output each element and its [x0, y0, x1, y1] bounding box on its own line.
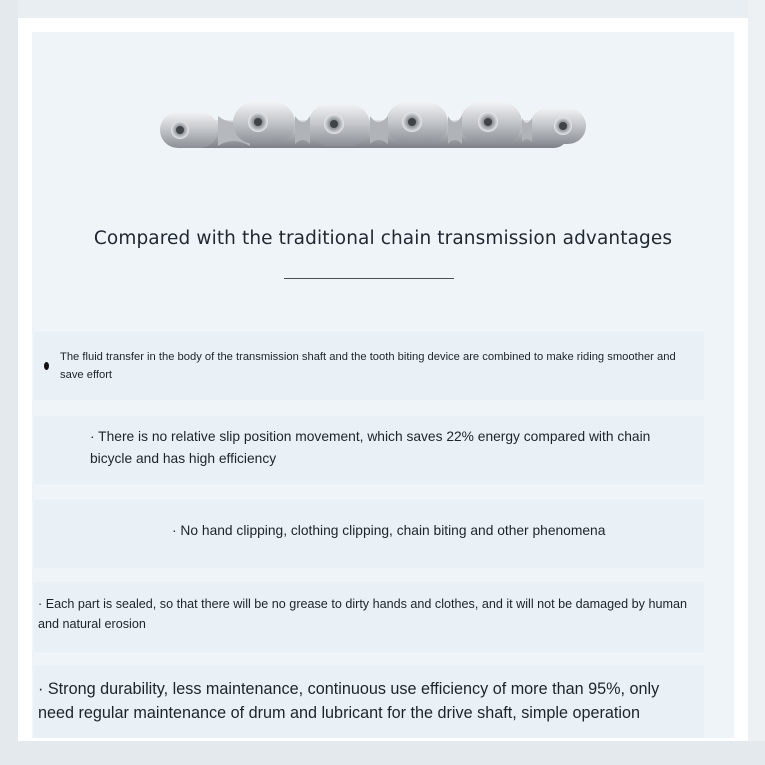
- advantage-text: · Each part is sealed, so that there will be no grease to dirty hands and clothes, and it will not be damaged by human and natural erosion: [38, 597, 687, 631]
- bicycle-chain-image: [158, 94, 588, 166]
- advantage-text: The fluid transfer in the body of the transmission shaft and the tooth biting device are combined to make riding smoother and save effort: [60, 351, 676, 381]
- frame-border-top: [0, 0, 765, 18]
- section-heading: Compared with the traditional chain transmission advantages: [93, 228, 673, 249]
- frame-border-bottom: [0, 741, 765, 765]
- frame-border-right: [748, 0, 765, 765]
- chain-outer-plates: [160, 102, 586, 148]
- advantage-text: · Strong durability, less maintenance, continuous use efficiency of more than 95%, only need regular maintenance of drum and lubricant for the drive shaft, simple operation: [38, 680, 660, 722]
- heading-underline: [284, 278, 454, 279]
- bullet-icon: [44, 362, 49, 370]
- frame-border-left: [0, 0, 18, 765]
- advantage-text: · No hand clipping, clothing clipping, chain biting and other phenomena: [172, 523, 606, 538]
- advantage-text: · There is no relative slip position movement, which saves 22% energy compared with chain bicycle and has high efficiency: [90, 429, 651, 466]
- content-panel: [32, 32, 734, 738]
